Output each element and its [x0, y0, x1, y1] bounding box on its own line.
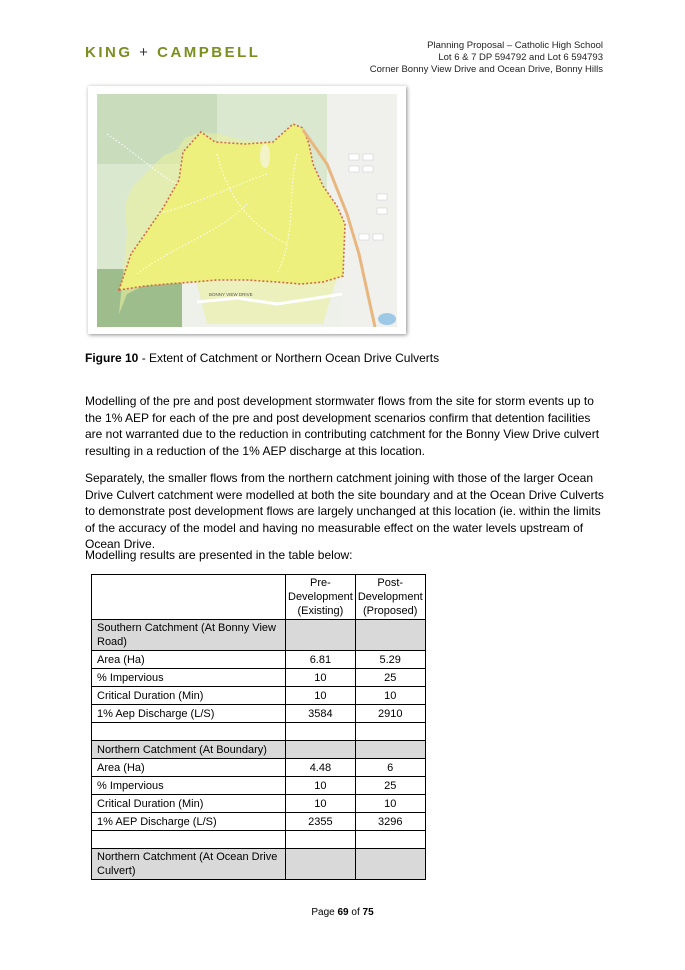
map-clearing [260, 144, 270, 168]
table-cell-label: Critical Duration (Min) [92, 795, 286, 813]
table-cell-label: Northern Catchment (At Ocean Drive Culvert) [92, 849, 286, 880]
table-cell-post [355, 831, 425, 849]
table-cell-pre: 10 [286, 777, 356, 795]
table-row [92, 795, 426, 813]
header-line-3: Corner Bonny View Drive and Ocean Drive, Bonny Hills [369, 64, 603, 75]
table-cell-label: 1% AEP Discharge (L/S) [92, 813, 286, 831]
table-cell-post: 2910 [355, 705, 425, 723]
table-header-row [92, 575, 426, 620]
table-row [92, 759, 426, 777]
table-cell-pre [286, 723, 356, 741]
figure-caption-number: Figure 10 [85, 351, 139, 365]
table-cell-pre: 10 [286, 687, 356, 705]
catchment-map-figure [88, 86, 406, 334]
table-cell-post: 6 [355, 759, 425, 777]
table-row [92, 620, 426, 651]
page-total: 75 [362, 907, 374, 918]
table-row [92, 705, 426, 723]
table-cell-post: 5.29 [355, 651, 425, 669]
table-row [92, 669, 426, 687]
table-cell-post: 25 [355, 669, 425, 687]
table-cell-label: 1% Aep Discharge (L/S) [92, 705, 286, 723]
figure-caption [85, 351, 439, 365]
table-row [92, 813, 426, 831]
table-header-empty [92, 575, 286, 620]
table-cell-label: Critical Duration (Min) [92, 687, 286, 705]
table-cell-label: Southern Catchment (At Bonny View Road) [92, 620, 286, 651]
table-cell-pre: 4.48 [286, 759, 356, 777]
table-cell-label: Area (Ha) [92, 651, 286, 669]
map-water-body [378, 313, 396, 325]
logo-text-right: CAMPBELL [157, 44, 261, 61]
table-cell-label: % Impervious [92, 777, 286, 795]
company-logo [85, 44, 260, 61]
table-cell-label: Area (Ha) [92, 759, 286, 777]
table-cell-post [355, 723, 425, 741]
table-cell-post [355, 849, 425, 880]
table-cell-pre [286, 831, 356, 849]
catchment-map [97, 94, 397, 327]
table-cell-post: 25 [355, 777, 425, 795]
paragraph-2: Separately, the smaller flows from the northern catchment joining with those of the larger Ocean Drive Culvert catchment were modelled at both the site boundary and at the Ocean Drive Culverts to demonstrate post development flows are largely unchanged at this location (ie. within the limits of the accuracy of the model and having no measurable effect on the water levels upstream of Ocean Drive. [85, 471, 604, 551]
table-cell-label: % Impervious [92, 669, 286, 687]
table-cell-pre: 10 [286, 669, 356, 687]
table-cell-post [355, 620, 425, 651]
table-cell-pre: 10 [286, 795, 356, 813]
table-row [92, 831, 426, 849]
logo-plus: + [139, 44, 151, 61]
table-header-pre: Pre-Development (Existing) [286, 575, 356, 620]
table-row [92, 723, 426, 741]
document-header [370, 40, 603, 76]
table-row [92, 849, 426, 880]
table-cell-post: 10 [355, 795, 425, 813]
table-cell-label: Northern Catchment (At Boundary) [92, 741, 286, 759]
paragraph-1: Modelling of the pre and post development stormwater flows from the site for storm events up to the 1% AEP for each of the pre and post development scenarios confirm that detention facilities are not warranted due to the reduction in contributing catchment for the Bonny View Drive culvert resulting in a reduction of the 1% AEP discharge at this location. [85, 394, 600, 458]
map-road-label: BONNY VIEW DRIVE [209, 292, 253, 297]
table-cell-pre [286, 620, 356, 651]
figure-caption-text: - Extent of Catchment or Northern Ocean Drive Culverts [138, 351, 440, 365]
paragraph-3: Modelling results are presented in the table below: [85, 548, 353, 562]
table-cell-post: 10 [355, 687, 425, 705]
table-cell-post [355, 741, 425, 759]
table-cell-pre: 2355 [286, 813, 356, 831]
table-row [92, 741, 426, 759]
table-cell-pre [286, 849, 356, 880]
modelling-results-table [91, 574, 426, 880]
table-cell-label [92, 723, 286, 741]
logo-text-left: KING [85, 44, 133, 61]
header-line-2: Lot 6 & 7 DP 594792 and Lot 6 594793 [438, 52, 603, 63]
table-cell-post: 3296 [355, 813, 425, 831]
table-cell-pre: 6.81 [286, 651, 356, 669]
footer-page-word: Page [311, 907, 338, 918]
page-footer [0, 907, 685, 918]
table-row [92, 687, 426, 705]
table-cell-label [92, 831, 286, 849]
header-line-1: Planning Proposal – Catholic High School [427, 40, 603, 51]
footer-of-word: of [348, 907, 363, 918]
table-header-post: Post-Development (Proposed) [355, 575, 425, 620]
table-row [92, 651, 426, 669]
table-cell-pre: 3584 [286, 705, 356, 723]
table-row [92, 777, 426, 795]
table-cell-pre [286, 741, 356, 759]
page-number: 69 [337, 907, 349, 918]
